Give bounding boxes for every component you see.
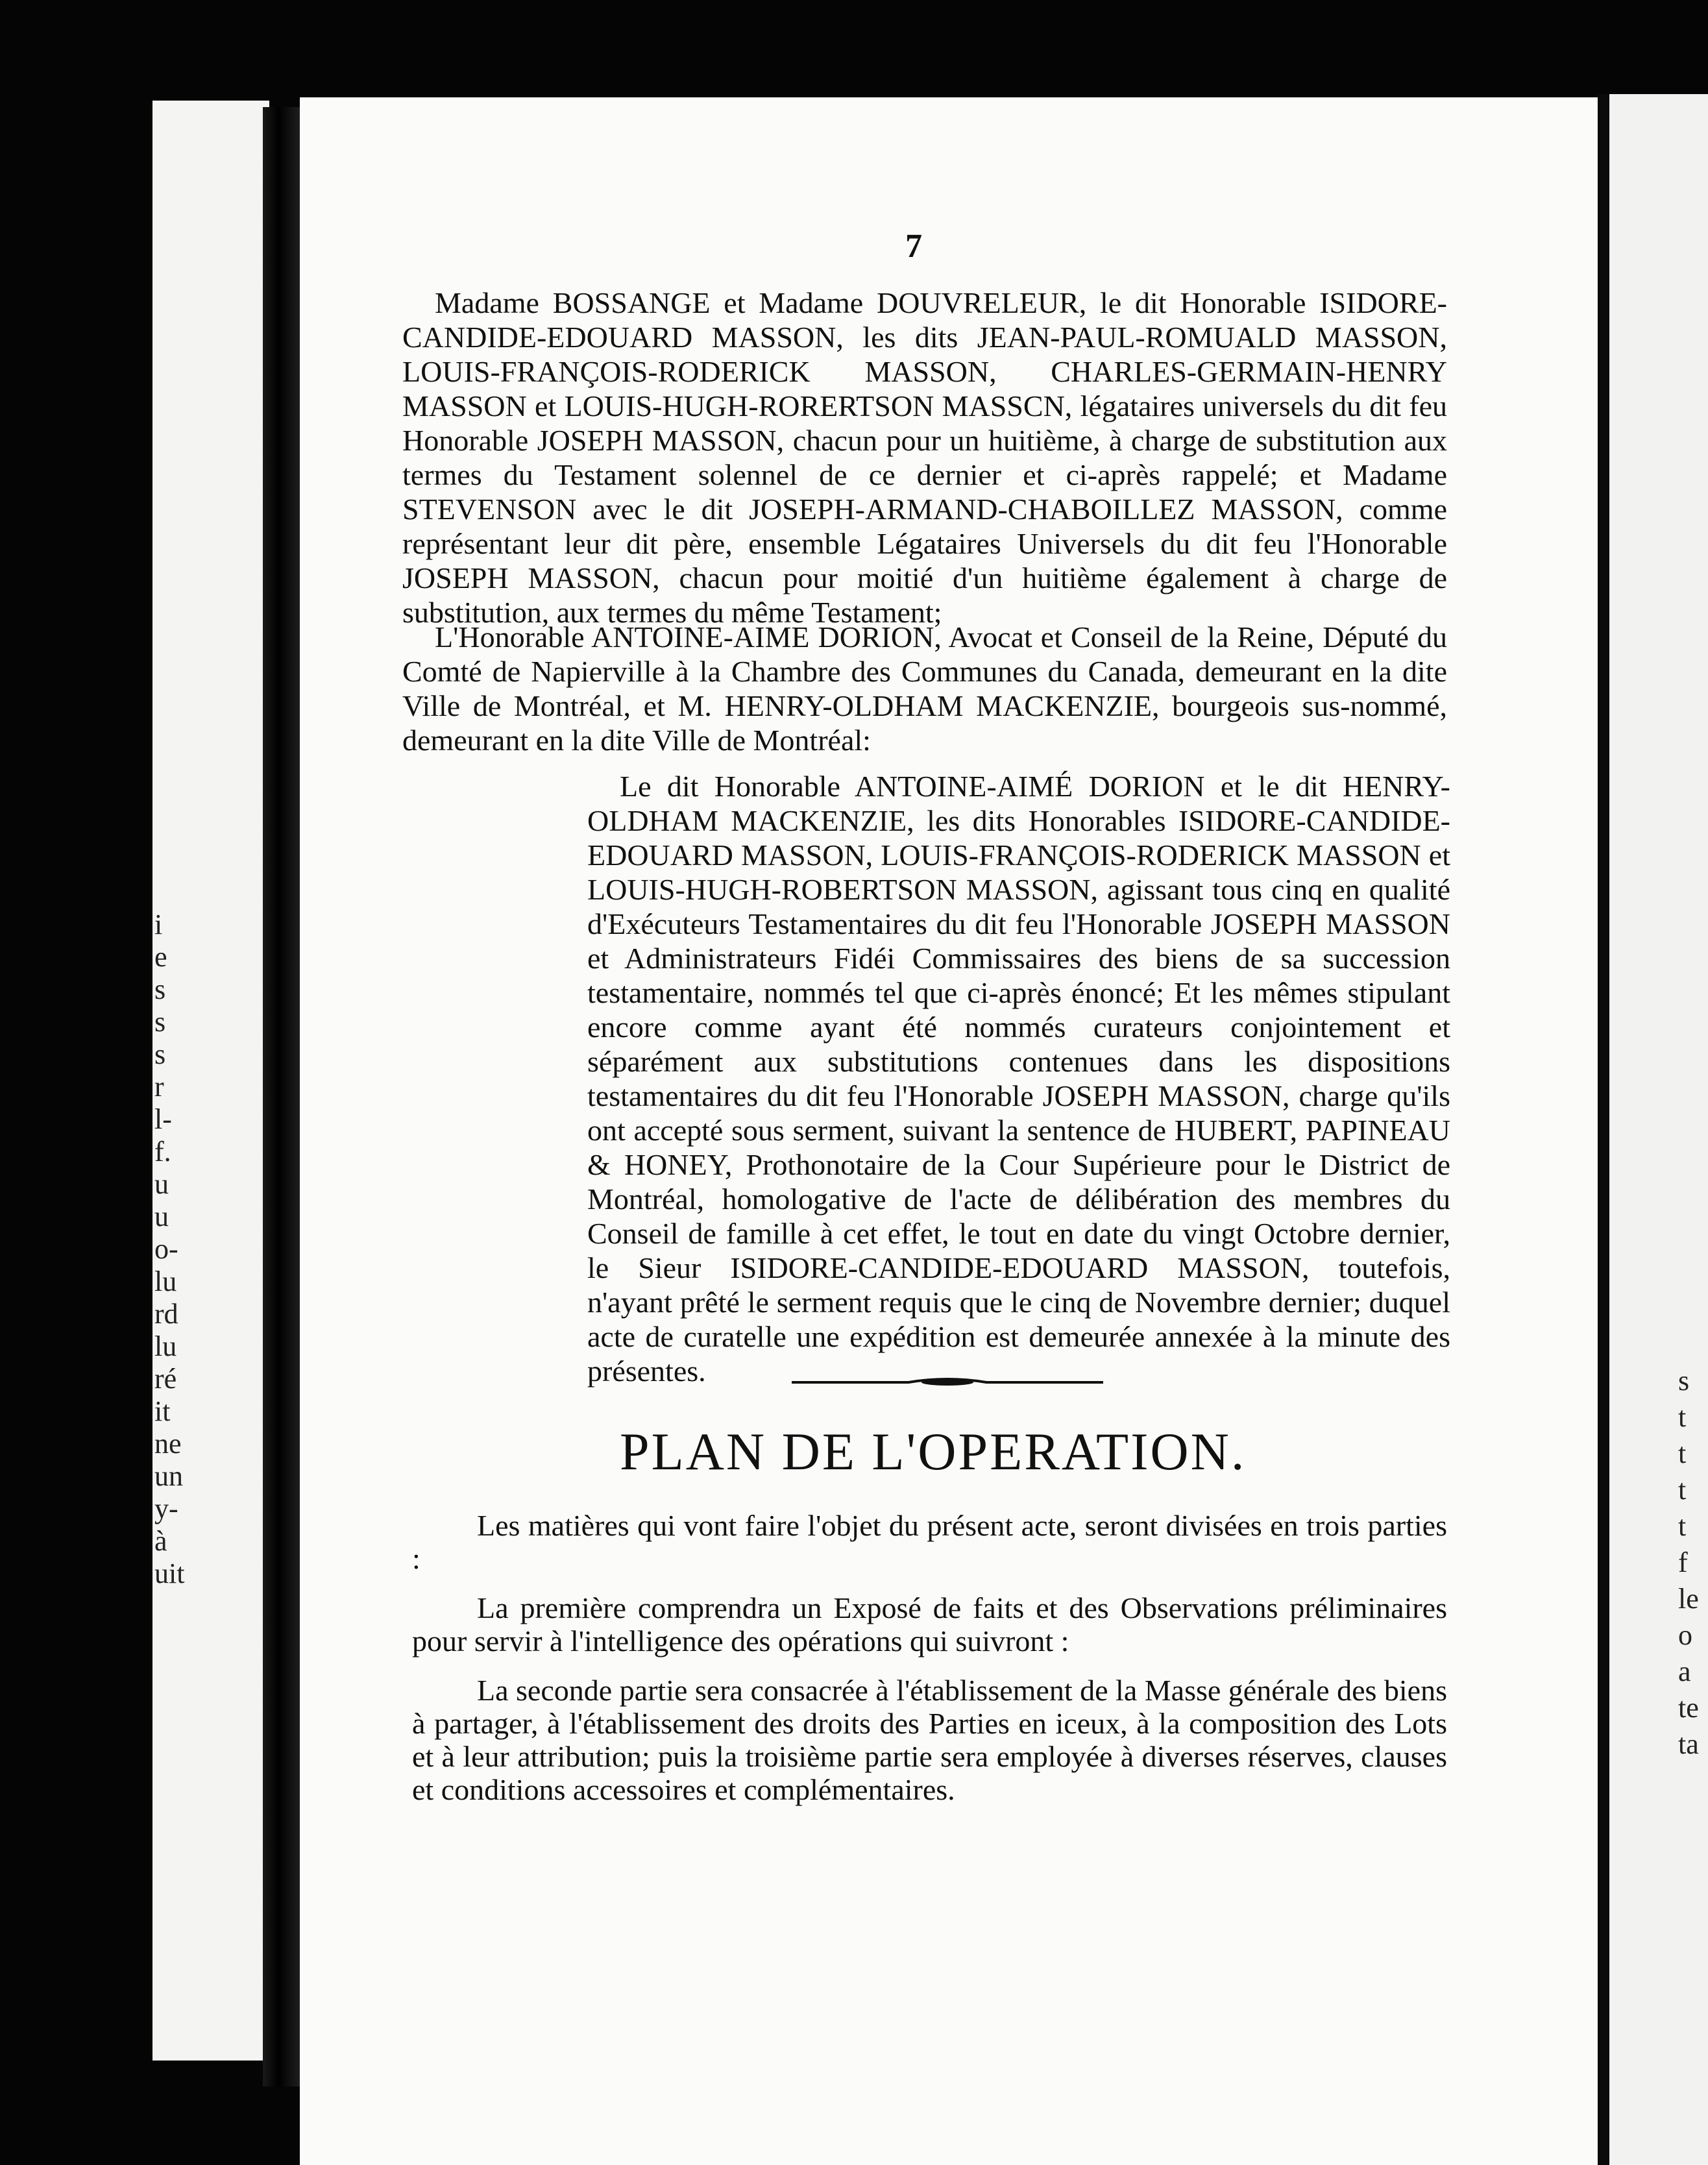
margin-fragment: ne	[154, 1428, 182, 1460]
margin-fragment: a	[1678, 1656, 1691, 1687]
margin-fragment: y-	[154, 1493, 178, 1524]
right-adjacent-page	[1609, 94, 1708, 2165]
paragraph-executeurs	[587, 769, 1450, 1388]
plan-paragraph: La seconde partie sera consacrée à l'établissement de la Masse générale des biens à partager, à l'établissement des droits des Parties en iceux, à la composition des Lots et à leur attribution; puis la troisième partie sera employée à diverses réserves, clauses et conditions accessoires et complémentaires.	[412, 1674, 1447, 1806]
margin-fragment: t	[1678, 1401, 1687, 1433]
margin-fragment: t	[1678, 1474, 1687, 1506]
paragraph-text: L'Honorable ANTOINE-AIME DORION, Avocat et Conseil de la Reine, Député du Comté de Napierville à la Chambre des Communes du Canada, demeurant en la dite Ville de Montréal, et M. HENRY-OLDHAM MACKENZIE, bourgeois sus-nommé, demeurant en la dite Ville de Montréal:	[402, 620, 1447, 757]
margin-fragment: t	[1678, 1510, 1687, 1542]
plan-paragraph: Les matières qui vont faire l'objet du présent acte, seront divisées en trois parties :	[412, 1509, 1447, 1575]
margin-fragment: le	[1678, 1583, 1699, 1615]
paragraph-text: Le dit Honorable ANTOINE-AIMÉ DORION et le dit HENRY-OLDHAM MACKENZIE, les dits Honorables ISIDORE-CANDIDE-EDOUARD MASSON, LOUIS-FRANÇOIS-RODERICK MASSON et LOUIS-HUGH-ROBERTSON MASSON, agissant tous cinq en qualité d'Exécuteurs Testamentaires du dit feu l'Honorable JOSEPH MASSON et Administrateurs Fidéi Commissaires des biens de sa succession testamentaire, nommés tel que ci-après énoncé; Et les mêmes stipulant encore comme ayant été nommés curateurs conjointement et séparément aux substitutions contenues dans les dispositions testamentaires du dit feu l'Honorable JOSEPH MASSON, charge qu'ils ont accepté sous serment, suivant la sentence de HUBERT, PAPINEAU & HONEY, Prothonotaire de la Cour Supérieure pour le District de Montréal, homologative de l'acte de délibération des membres du Conseil de famille à cet effet, le tout en date du vingt Octobre dernier, le Sieur ISIDORE-CANDIDE-EDOUARD MASSON, toutefois, n'ayant prêté le serment requis que le cinq de Novembre dernier; duquel acte de curatelle une expédition est demeurée annexée à la minute des présentes.	[587, 770, 1450, 1388]
margin-fragment: ta	[1678, 1728, 1699, 1760]
margin-fragment: lu	[154, 1330, 177, 1362]
margin-fragment: s	[154, 1006, 166, 1038]
margin-fragment: ré	[154, 1363, 177, 1395]
left-margin-fragments	[154, 909, 213, 1590]
margin-fragment: t	[1678, 1437, 1687, 1469]
margin-fragment: lu	[154, 1266, 177, 1297]
page-number: 7	[905, 228, 922, 265]
margin-fragment: rd	[154, 1298, 178, 1330]
margin-fragment: f	[1678, 1547, 1688, 1578]
margin-fragment: r	[154, 1071, 164, 1103]
margin-fragment: u	[154, 1168, 169, 1200]
section-title: PLAN DE L'OPERATION.	[620, 1422, 1247, 1481]
margin-fragment: o-	[154, 1233, 178, 1265]
margin-fragment: te	[1678, 1692, 1699, 1724]
plan-paragraphs	[412, 1509, 1447, 1822]
paragraph-parties	[402, 286, 1447, 630]
paragraph-dorion	[402, 620, 1447, 757]
ornamental-divider	[792, 1376, 1103, 1389]
paragraph-text: Madame BOSSANGE et Madame DOUVRELEUR, le dit Honorable ISIDORE-CANDIDE-EDOUARD MASSON, les dits JEAN-PAUL-ROMUALD MASSON, LOUIS-FRANÇOIS-RODERICK MASSON, CHARLES-GERMAIN-HENRY MASSON et LOUIS-HUGH-RORERTSON MASSCN, légataires universels du dit feu Honorable JOSEPH MASSON, chacun pour un huitième, à charge de substitution aux termes du Testament solennel de ce dernier et ci-après rappelé; et Madame STEVENSON avec le dit JOSEPH-ARMAND-CHABOILLEZ MASSON, comme représentant leur dit père, ensemble Légataires Universels du dit feu l'Honorable JOSEPH MASSON, chacun pour moitié d'un huitième également à charge de substitution, aux termes du même Testament;	[402, 286, 1447, 629]
plan-paragraph: La première comprendra un Exposé de faits et des Observations préliminaires pour servir à l'intelligence des opérations qui suivront :	[412, 1591, 1447, 1657]
page-binding-shadow	[263, 107, 302, 2086]
margin-fragment: un	[154, 1460, 183, 1492]
margin-fragment: i	[154, 909, 163, 940]
right-margin-fragments	[1678, 1363, 1708, 1763]
margin-fragment: e	[154, 941, 167, 973]
margin-fragment: l-	[154, 1103, 172, 1135]
margin-fragment: à	[154, 1525, 167, 1557]
margin-fragment: it	[154, 1395, 171, 1427]
margin-fragment: s	[154, 973, 166, 1005]
margin-fragment: f.	[154, 1136, 171, 1168]
margin-fragment: u	[154, 1201, 169, 1232]
margin-fragment: s	[1678, 1365, 1690, 1397]
margin-fragment: s	[154, 1038, 166, 1070]
margin-fragment: uit	[154, 1558, 185, 1589]
margin-fragment: o	[1678, 1619, 1692, 1651]
